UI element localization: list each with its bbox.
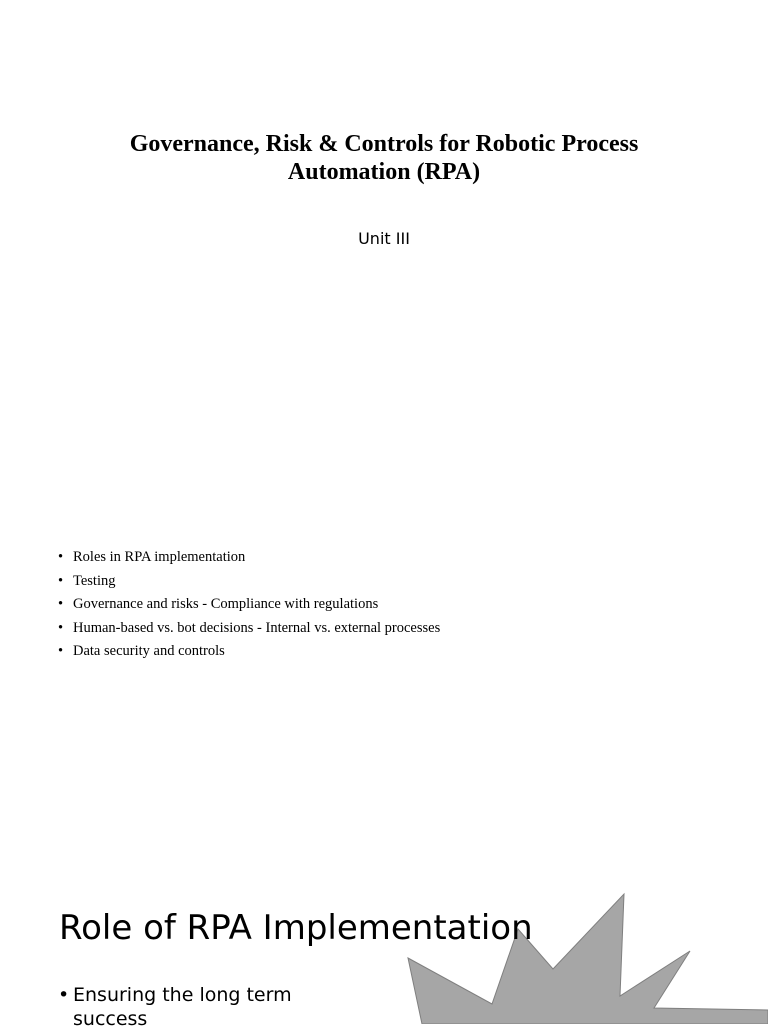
- title-line-1: Governance, Risk & Controls for Robotic Process: [129, 131, 639, 157]
- agenda-item: • Data security and controls: [58, 640, 440, 664]
- agenda-item: • Roles in RPA implementation: [58, 546, 440, 570]
- agenda-item: • Testing: [58, 570, 440, 594]
- slide-bullet-item: • Ensuring the long term success: [58, 983, 318, 1031]
- agenda-item: • Governance and risks - Compliance with regulations: [58, 593, 440, 617]
- slide-heading: Role of RPA Implementation: [59, 908, 533, 948]
- title-line-2: Automation (RPA): [287, 159, 481, 185]
- agenda-item: • Human-based vs. bot decisions - Internal vs. external processes: [58, 617, 440, 641]
- presentation-subtitle: Unit III: [358, 229, 410, 248]
